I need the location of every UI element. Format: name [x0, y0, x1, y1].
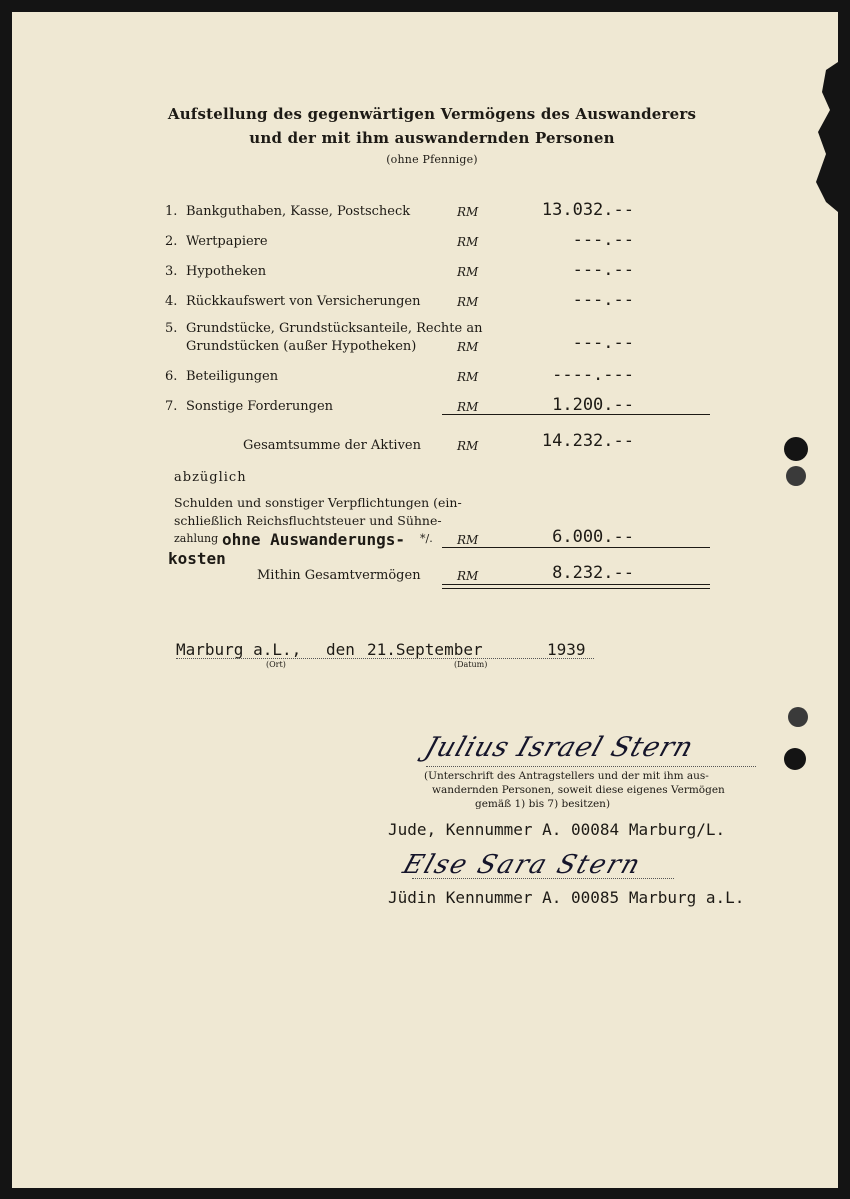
signature-dotted-line [426, 766, 756, 767]
item-amount: ----.--- [552, 365, 634, 385]
typed-note-line-1: ohne Auswanderungs- [222, 530, 406, 549]
item-number: 3. [165, 264, 178, 279]
item-label: Wertpapiere [186, 234, 268, 249]
sum-rule [442, 414, 710, 415]
item-amount: ---.-- [572, 290, 634, 310]
punch-hole [784, 437, 808, 461]
item-label: Rückkaufswert von Versicherungen [186, 294, 421, 309]
deduction-text-line-2: schließlich Reichsfluchtsteuer und Sühne- [174, 513, 442, 528]
signature-else: Else Sara Stern [399, 850, 646, 880]
title-note: (ohne Pfennige) [386, 153, 478, 166]
item-label: Bankguthaben, Kasse, Postscheck [186, 204, 411, 219]
item-number: 5. [165, 321, 178, 336]
title-line-2: und der mit ihm auswandernden Personen [249, 129, 615, 147]
item-label-continued: Grundstücken (außer Hypotheken) [186, 339, 417, 354]
document-page [12, 12, 838, 1188]
year: 1939 [547, 640, 586, 659]
currency-label: RM [457, 205, 479, 219]
deduction-amount: 6.000.-- [552, 527, 634, 547]
deduction-rule [442, 547, 710, 548]
net-amount: 8.232.-- [552, 563, 634, 583]
signature-dotted-line-2 [412, 878, 674, 879]
deduction-title: abzüglich [174, 470, 247, 485]
currency-label: RM [457, 235, 479, 249]
place-caption: (Ort) [266, 660, 286, 669]
identification-1: Jude, Kennummer A. 00084 Marburg/L. [388, 820, 726, 839]
item-number: 2. [165, 234, 178, 249]
typed-note-line-2: kosten [168, 549, 226, 568]
item-number: 7. [165, 399, 178, 414]
signature-caption-line-2: wandernden Personen, soweit diese eigenes Vermögen [432, 784, 725, 796]
total-amount: 14.232.-- [541, 431, 634, 451]
currency-label: RM [457, 295, 479, 309]
total-label: Gesamtsumme der Aktiven [243, 438, 421, 453]
title-line-1: Aufstellung des gegenwärtigen Vermögens des Auswanderers [167, 105, 697, 123]
date-den: den [326, 640, 355, 659]
deduction-text-line-3: zahlung [174, 532, 219, 545]
item-amount: ---.-- [572, 260, 634, 280]
item-number: 1. [165, 204, 178, 219]
punch-hole [786, 466, 806, 486]
currency-label: RM [457, 439, 479, 453]
net-rule-bottom [442, 588, 710, 589]
date: 21.September [367, 640, 483, 659]
item-number: 4. [165, 294, 178, 309]
currency-label: RM [457, 265, 479, 279]
net-rule-top [442, 584, 710, 585]
item-amount: 1.200.-- [552, 395, 634, 415]
currency-label: RM [457, 340, 479, 354]
deduction-slash: */. [420, 532, 433, 545]
net-label: Mithin Gesamtvermögen [257, 568, 421, 583]
date-dotted-line [176, 658, 594, 659]
deduction-text-line-1: Schulden und sonstiger Verpflichtungen (ein- [174, 495, 462, 510]
signature-julius: Julius Israel Stern [420, 732, 698, 763]
currency-label: RM [457, 533, 479, 547]
currency-label: RM [457, 569, 479, 583]
place: Marburg a.L., [176, 640, 302, 659]
item-label: Grundstücke, Grundstücksanteile, Rechte an [186, 321, 483, 336]
currency-label: RM [457, 370, 479, 384]
item-label: Hypotheken [186, 264, 267, 279]
date-caption: (Datum) [454, 660, 488, 669]
signature-caption-line-1: (Unterschrift des Antragstellers und der mit ihm aus- [424, 770, 709, 782]
identification-2: Jüdin Kennummer A. 00085 Marburg a.L. [388, 888, 745, 907]
currency-label: RM [457, 400, 479, 414]
torn-edge [792, 12, 838, 212]
item-amount: 13.032.-- [541, 200, 634, 220]
item-number: 6. [165, 369, 178, 384]
punch-hole [788, 707, 808, 727]
item-label: Sonstige Forderungen [186, 399, 334, 414]
item-label: Beteiligungen [186, 369, 279, 384]
item-amount: ---.-- [572, 333, 634, 353]
item-amount: ---.-- [572, 230, 634, 250]
punch-hole [784, 748, 806, 770]
signature-caption-line-3: gemäß 1) bis 7) besitzen) [475, 798, 611, 810]
